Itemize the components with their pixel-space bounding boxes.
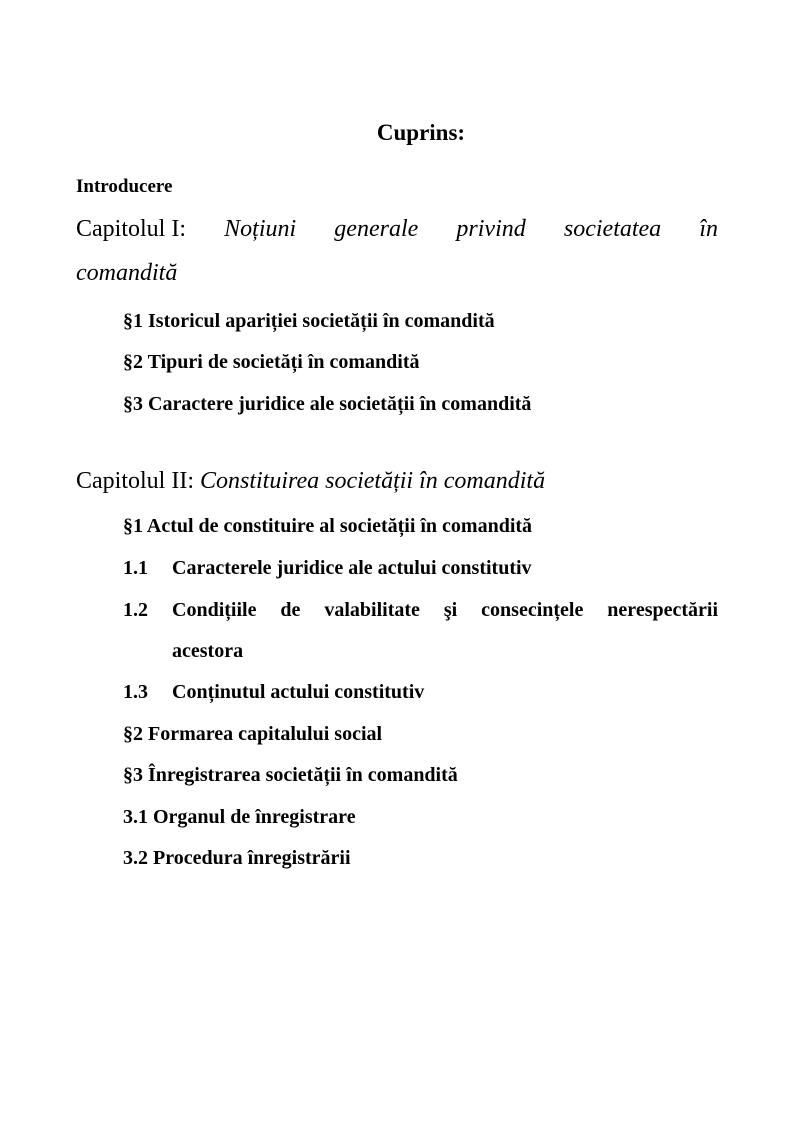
toc-section-1-2: §2 Tipuri de societăți în comandită: [123, 351, 420, 373]
chapter-2-heading: [76, 469, 545, 493]
subsection-text: [172, 600, 718, 620]
subsection-number: 1.1: [123, 557, 148, 579]
subsection-word: consecințele: [481, 599, 584, 621]
chapter-2-label: Capitolul II:: [76, 468, 194, 494]
chapter-1-title-word: generale: [334, 216, 419, 242]
chapter-1-title-word: Noțiuni: [224, 216, 297, 242]
subsection-text: Conținutul actului constitutiv: [172, 681, 425, 703]
subsection-word: Condițiile: [172, 599, 257, 621]
subsection-word: de: [280, 599, 301, 621]
toc-subsection-1-2-continuation: acestora: [172, 640, 244, 662]
chapter-1-heading: [76, 217, 718, 241]
toc-section-2-3: §3 Înregistrarea societății în comandită: [123, 764, 458, 786]
toc-section-2-2: §2 Formarea capitalului social: [123, 723, 383, 745]
toc-subsection-1-1: [123, 558, 532, 578]
subsection-word: valabilitate: [324, 599, 420, 621]
chapter-1-title-word: în: [699, 216, 718, 242]
chapter-1-title-word: privind: [456, 216, 526, 242]
toc-title: Cuprins:: [376, 120, 466, 145]
toc-subsection-1-2: [123, 600, 718, 620]
toc-subsection-3-1: 3.1 Organul de înregistrare: [123, 806, 356, 828]
chapter-1-title-word: societatea: [563, 216, 662, 242]
chapter-2-title: Constituirea societății în comandită: [199, 468, 546, 494]
subsection-number: 1.2: [123, 599, 148, 621]
chapter-1-title-continuation: comandită: [76, 260, 178, 286]
toc-section-1-3: §3 Caractere juridice ale societății în comandită: [123, 393, 532, 415]
subsection-word: nerespectării: [607, 599, 718, 621]
subsection-number: 1.3: [123, 681, 148, 703]
chapter-1-label: Capitolul I:: [76, 216, 186, 242]
toc-introduction: Introducere: [76, 176, 173, 197]
toc-subsection-3-2: 3.2 Procedura înregistrării: [123, 847, 351, 869]
subsection-text: Caracterele juridice ale actului constitutiv: [172, 557, 532, 579]
toc-section-1-1: §1 Istoricul apariției societății în comandită: [123, 310, 495, 332]
subsection-word: şi: [443, 599, 458, 621]
toc-section-2-1: §1 Actul de constituire al societății în comandită: [123, 515, 533, 537]
toc-subsection-1-3: [123, 682, 424, 702]
